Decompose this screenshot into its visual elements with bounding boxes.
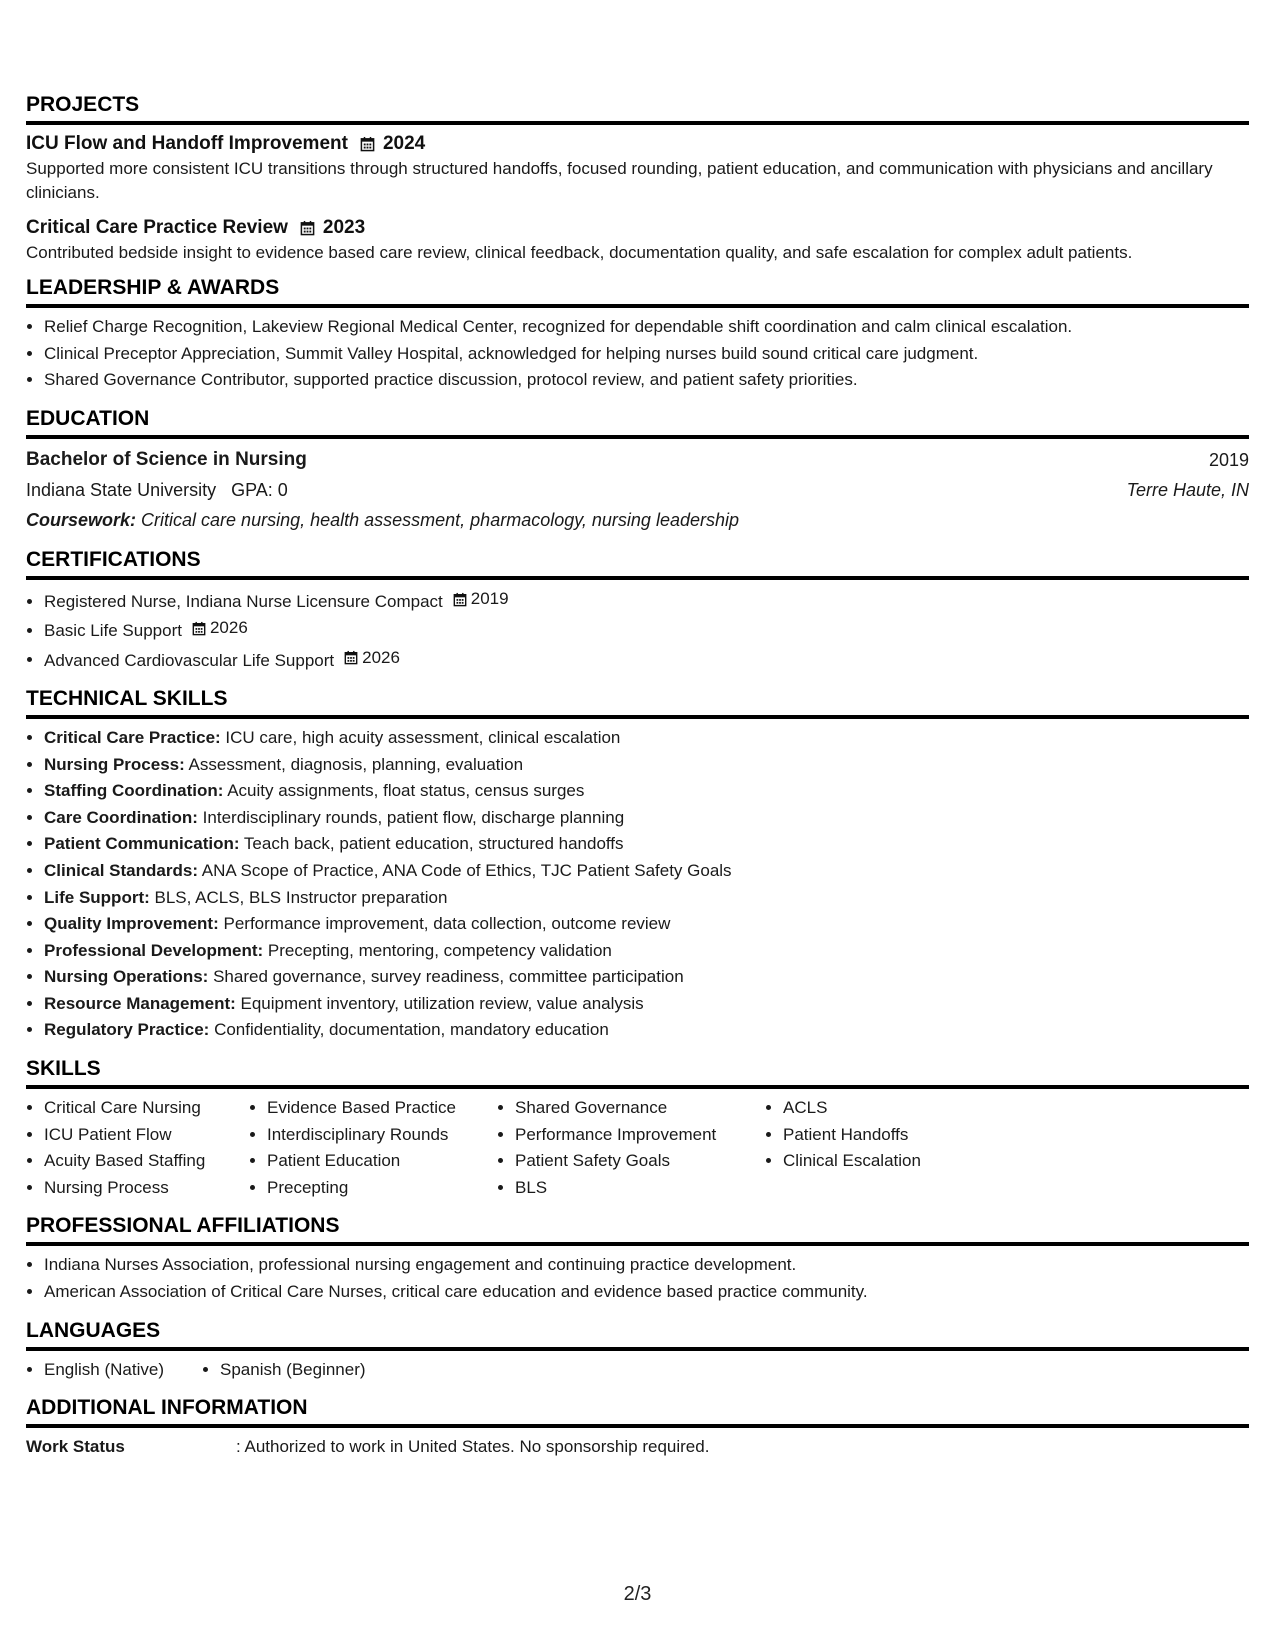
work-status-value: : Authorized to work in United States. No sponsorship required. [236, 1437, 710, 1457]
certification-item [44, 615, 1249, 644]
technical-skill-item [44, 911, 1249, 938]
skill-category: Life Support: [44, 887, 150, 907]
skills-section [26, 1056, 1249, 1201]
school-gpa: Indiana State University GPA: 0 [26, 479, 288, 500]
calendar-icon [192, 621, 206, 636]
technical-skill-item [44, 1017, 1249, 1044]
skill-detail: Shared governance, survey readiness, committee participation [208, 967, 684, 987]
skill-category: Care Coordination: [44, 807, 198, 827]
skill-category: Quality Improvement: [44, 914, 219, 934]
technical-skill-item [44, 885, 1249, 912]
skill-item: • Patient Education [267, 1148, 497, 1175]
calendar-icon [453, 592, 467, 607]
skill-category: Clinical Standards: [44, 860, 198, 880]
skill-item: • Patient Safety Goals [515, 1148, 765, 1175]
skill-detail: Assessment, diagnosis, planning, evaluation [184, 754, 524, 774]
project-description: Supported more consistent ICU transitions through structured handoffs, focused rounding, patient education, and communication with physicians and ancillary clinicians. [26, 159, 1213, 202]
skill-detail: Equipment inventory, utilization review, value analysis [235, 993, 644, 1013]
skill-item: • Interdisciplinary Rounds [267, 1122, 497, 1149]
school-location: Terre Haute, IN [1126, 479, 1249, 500]
project-name: Critical Care Practice Review [26, 217, 288, 238]
list-item: • American Association of Critical Care Nurses, critical care education and evidence based practice community. [44, 1279, 1249, 1306]
skill-item: • ACLS [783, 1095, 1003, 1122]
page-number: 2/3 [623, 1583, 652, 1605]
project-year: 2024 [382, 133, 426, 154]
language-item: • Spanish (Beginner) [220, 1357, 366, 1384]
skill-detail: Performance improvement, data collection, outcome review [218, 914, 671, 934]
project-item [26, 131, 1249, 205]
skill-category: Nursing Operations: [44, 967, 209, 987]
certification-item [44, 645, 1249, 674]
skill-item: • Patient Handoffs [783, 1122, 1003, 1149]
education-section [26, 406, 1249, 535]
list-item: • Clinical Preceptor Appreciation, Summit Valley Hospital, acknowledged for helping nurses build sound critical care judgment. [44, 341, 1249, 368]
coursework-text: Critical care nursing, health assessment, pharmacology, nursing leadership [136, 509, 739, 530]
skill-detail: Confidentiality, documentation, mandatory education [209, 1020, 609, 1040]
section-title-languages: LANGUAGES [26, 1318, 1249, 1351]
coursework-label: Coursework: [26, 509, 137, 530]
skill-item: • Shared Governance [515, 1095, 765, 1122]
skill-item: • Nursing Process [44, 1175, 249, 1202]
certification-item [44, 586, 1249, 615]
work-status-label: Work Status [26, 1437, 125, 1457]
technical-skill-item [44, 805, 1249, 832]
section-title-leadership: LEADERSHIP & AWARDS [26, 275, 1249, 308]
technical-skill-item [44, 858, 1249, 885]
languages-section [26, 1318, 1249, 1384]
calendar-icon [300, 220, 315, 236]
degree: Bachelor of Science in Nursing [26, 448, 307, 470]
certification-name: Advanced Cardiovascular Life Support [44, 650, 335, 670]
certification-name: Registered Nurse, Indiana Nurse Licensure Compact [44, 591, 443, 611]
section-title-technical-skills: TECHNICAL SKILLS [26, 686, 1249, 719]
certification-name: Basic Life Support [44, 620, 182, 640]
section-title-certifications: CERTIFICATIONS [26, 547, 1249, 580]
skill-detail: Teach back, patient education, structured handoffs [239, 834, 624, 854]
technical-skill-item [44, 964, 1249, 991]
graduation-year: 2019 [1208, 449, 1249, 470]
section-title-additional: ADDITIONAL INFORMATION [26, 1395, 1249, 1428]
project-item [26, 215, 1249, 265]
skill-item: • Clinical Escalation [783, 1148, 1003, 1175]
calendar-icon [360, 136, 375, 152]
technical-skill-item [44, 725, 1249, 752]
technical-skills-section [26, 686, 1249, 1044]
section-title-skills: SKILLS [26, 1056, 1249, 1089]
section-title-education: EDUCATION [26, 406, 1249, 439]
skill-detail: Acuity assignments, float status, census surges [223, 781, 585, 801]
projects-section [26, 92, 1249, 265]
skill-category: Regulatory Practice: [44, 1020, 210, 1040]
project-description: Contributed bedside insight to evidence based care review, clinical feedback, documentation quality, and safe escalation for complex adult patients. [26, 243, 1133, 262]
technical-skill-item [44, 938, 1249, 965]
resume-page [26, 92, 1249, 1460]
skill-detail: ICU care, high acuity assessment, clinical escalation [220, 727, 621, 747]
leadership-section [26, 275, 1249, 394]
affiliations-section [26, 1213, 1249, 1305]
language-item: • English (Native) [44, 1357, 202, 1384]
coursework [26, 505, 1249, 535]
skill-detail: Interdisciplinary rounds, patient flow, discharge planning [197, 807, 625, 827]
certification-year: 2026 [362, 647, 400, 667]
skill-category: Staffing Coordination: [44, 781, 224, 801]
skill-category: Critical Care Practice: [44, 727, 221, 747]
additional-info-section [26, 1395, 1249, 1460]
project-year: 2023 [322, 217, 366, 238]
list-item: • Relief Charge Recognition, Lakeview Regional Medical Center, recognized for dependable shift coordination and calm clinical escalation. [44, 314, 1249, 341]
skill-category: Nursing Process: [44, 754, 185, 774]
skill-item: • Evidence Based Practice [267, 1095, 497, 1122]
technical-skill-item [44, 752, 1249, 779]
technical-skill-item [44, 778, 1249, 805]
skill-item: • ICU Patient Flow [44, 1122, 249, 1149]
skill-item: • Critical Care Nursing [44, 1095, 249, 1122]
skill-category: Patient Communication: [44, 834, 240, 854]
skill-item: • Acuity Based Staffing [44, 1148, 249, 1175]
section-title-affiliations: PROFESSIONAL AFFILIATIONS [26, 1213, 1249, 1246]
skill-item: • Performance Improvement [515, 1122, 765, 1149]
certifications-section [26, 547, 1249, 674]
skill-item: • BLS [515, 1175, 765, 1202]
technical-skill-item [44, 831, 1249, 858]
project-name: ICU Flow and Handoff Improvement [26, 133, 348, 154]
certification-year: 2019 [470, 588, 509, 608]
technical-skill-item [44, 991, 1249, 1018]
section-title-projects: PROJECTS [26, 92, 1249, 125]
list-item: • Indiana Nurses Association, professional nursing engagement and continuing practice development. [44, 1252, 1249, 1279]
list-item: • Shared Governance Contributor, supported practice discussion, protocol review, and patient safety priorities. [44, 367, 1249, 394]
calendar-icon [344, 650, 358, 665]
skill-detail: ANA Scope of Practice, ANA Code of Ethics, TJC Patient Safety Goals [197, 860, 732, 880]
skill-item: • Precepting [267, 1175, 497, 1202]
skill-category: Resource Management: [44, 993, 236, 1013]
certification-year: 2026 [209, 618, 248, 638]
skill-detail: Precepting, mentoring, competency validation [263, 940, 612, 960]
skill-category: Professional Development: [44, 940, 264, 960]
skill-detail: BLS, ACLS, BLS Instructor preparation [149, 887, 448, 907]
